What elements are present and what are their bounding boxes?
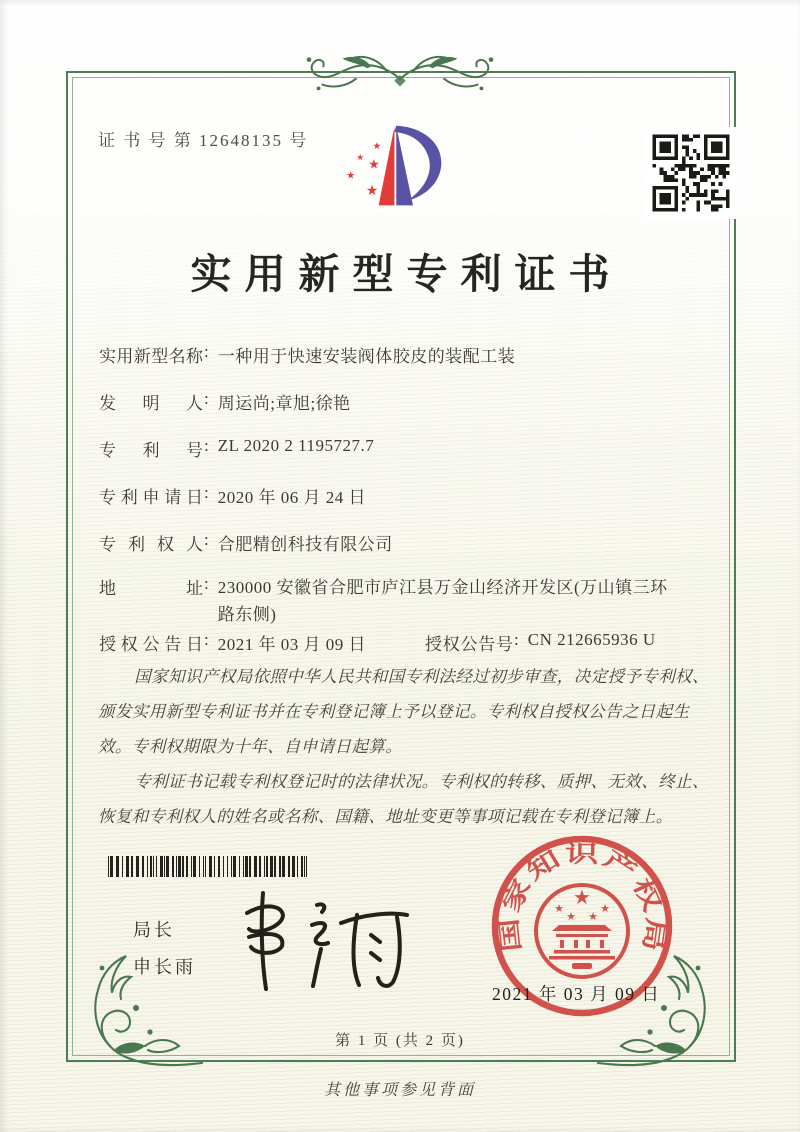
field-value: 周运尚;章旭;徐艳: [217, 394, 351, 413]
signature: [225, 885, 425, 995]
field-row: 发明人: 周运尚;章旭;徐艳: [99, 389, 351, 413]
field-row: 实用新型名称: 一种用于快速安装阀体胶皮的装配工装: [99, 342, 516, 366]
star-icon: ★: [588, 911, 598, 923]
star-icon: ★: [600, 903, 610, 915]
star-icon: ★: [554, 903, 564, 915]
field-value: CN 212665936 U: [527, 630, 656, 649]
grant-number-pair: 授权公告号: CN 212665936 U: [425, 630, 656, 654]
field-value: 230000 安徽省合肥市庐江县万金山经济开发区(万山镇三环路东侧): [217, 578, 668, 624]
page-number-note: 第 1 页 (共 2 页): [335, 1033, 465, 1049]
legal-text: [98, 659, 712, 834]
field-row: 专利申请日: 2020 年 06 月 24 日: [99, 483, 366, 507]
star-icon: ★: [346, 170, 356, 182]
seal-date: 2021 年 03 月 09 日: [492, 984, 661, 1004]
field-label: 地址: [99, 579, 203, 598]
field-label: 实用新型名称: [99, 347, 203, 366]
legal-paragraph: 专利证书记载专利权登记时的法律状况。专利权的转移、质押、无效、终止、恢复和专利权人的姓名或名称、国籍、地址变更等事项记载在专利登记簿上。: [98, 772, 709, 826]
field-value: 合肥精创科技有限公司: [217, 535, 393, 554]
field-value: ZL 2020 2 1195727.7: [217, 436, 375, 455]
field-label: 发明人: [99, 394, 203, 413]
qr-code: [645, 127, 737, 219]
star-icon: ★: [368, 156, 380, 172]
field-row: 地址: 230000 安徽省合肥市庐江县万金山经济开发区(万山镇三环路东侧): [99, 574, 680, 628]
field-value: 2020 年 06 月 24 日: [217, 488, 366, 507]
field-value: 2021 年 03 月 09 日: [217, 635, 366, 654]
signer-name: 申长雨: [133, 957, 196, 977]
seal-text: 国家知识产权局: [497, 841, 668, 953]
field-value: 一种用于快速安装阀体胶皮的装配工装: [217, 347, 516, 366]
star-icon: ★: [356, 152, 364, 162]
field-row: 专利权人: 合肥精创科技有限公司: [99, 530, 393, 554]
signer-block: [133, 912, 196, 986]
field-label: 专利权人: [99, 535, 203, 554]
field-label: 专利申请日: [99, 488, 203, 507]
field-label: 授权公告日: [99, 635, 203, 654]
field-row: 授权公告日: 2021 年 03 月 09 日 授权公告号: CN 212665936 U: [99, 630, 656, 654]
field-row: 专利号: ZL 2020 2 1195727.7: [99, 436, 375, 460]
page-title: 实用新型专利证书: [190, 251, 623, 297]
legal-paragraph: 国家知识产权局依照中华人民共和国专利法经过初步审查，决定授予专利权、颁发实用新型专利证书并在专利登记簿上予以登记。专利权自授权公告之日起生效。专利权期限为十年、自申请日起算。: [98, 667, 709, 756]
star-icon: ★: [566, 911, 576, 923]
star-icon: ★: [365, 184, 379, 200]
certificate-number: 证 书 号 第 12648135 号: [98, 131, 309, 150]
field-label: 专利号: [99, 441, 203, 460]
field-label: 授权公告号: [425, 635, 513, 654]
barcode: [108, 856, 310, 877]
cnipa-logo-icon: [335, 113, 465, 218]
back-side-note: 其他事项参见背面: [323, 1082, 476, 1099]
top-ornament-icon: [285, 45, 515, 105]
star-icon: ★: [372, 141, 381, 152]
signer-title: 局长: [133, 920, 175, 940]
star-icon: ★: [573, 887, 591, 909]
